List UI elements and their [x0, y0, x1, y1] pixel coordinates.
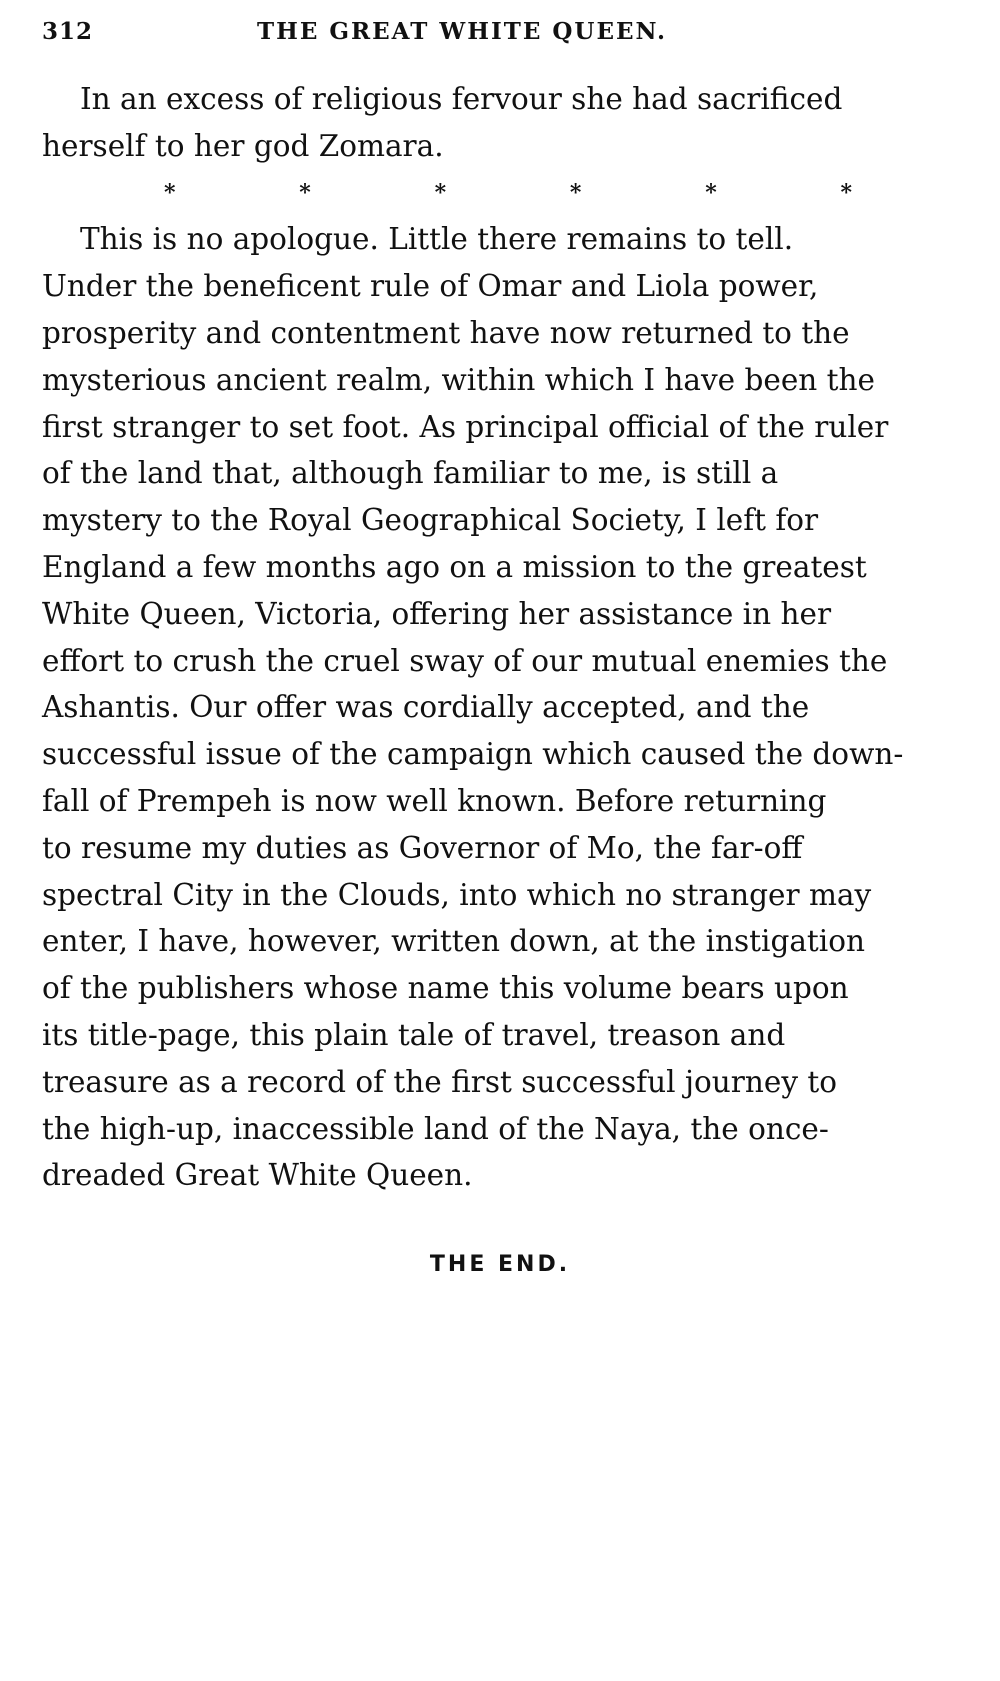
- running-title: THE GREAT WHITE QUEEN.: [257, 18, 668, 45]
- section-break: [164, 170, 852, 217]
- star-divider: *: [299, 179, 311, 206]
- paragraph-1: In an excess of religious fervour she had sacrificed herself to her god Zomara.: [42, 82, 843, 163]
- page-header: [42, 18, 942, 54]
- star-divider: *: [434, 179, 447, 206]
- star-divider: *: [164, 179, 176, 206]
- page-number: 312: [42, 18, 94, 45]
- star-divider: *: [705, 179, 717, 206]
- star-divider: *: [569, 179, 582, 206]
- star-divider: *: [840, 179, 852, 206]
- body-text: [42, 76, 947, 1199]
- end-mark: THE END.: [429, 1252, 571, 1277]
- paragraph-2: This is no apologue. Little there remains to tell. Under the beneficent rule of Omar and Liola power, prosperity and contentment have now returned to the mysterious ancient realm, within which I have been the first stranger to set foot. As principal official of the ruler of the land that, although familiar to me, is still a mystery to the Royal Geographical Society, I left for England a few months ago on a mission to the greatest White Queen, Victoria, offering her assistance in her effort to crush the cruel sway of our mutual enemies the Ashantis. Our offer was cordially accepted, and the successful issue of the campaign which caused the down- fall of Prempeh is now well known. Before returning to resume my duties as Governor of Mo, the far-off spectral City in the Clouds, into which no stranger may enter, I have, however, written down, at the instigation of the publishers whose name this volume bears upon its title-page, this plain tale of travel, treason and treasure as a record of the first successful journey to the high-up, inaccessible land of the Naya, the once- dreaded Great White Queen.: [42, 222, 904, 1193]
